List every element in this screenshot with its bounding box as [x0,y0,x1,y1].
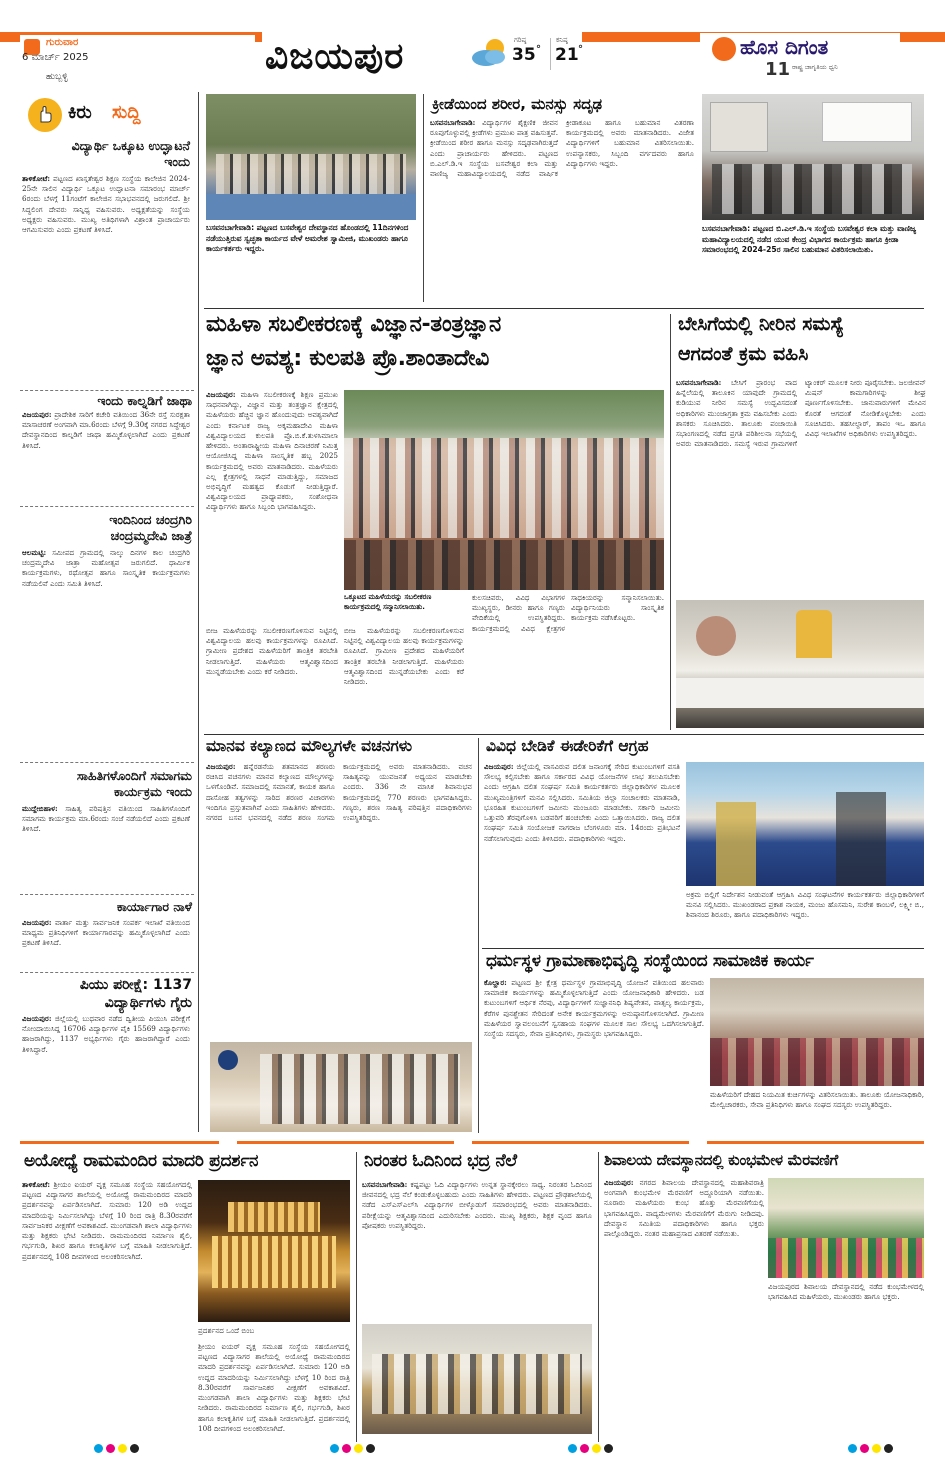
kirusuddi-label-a: ಕಿರು [68,102,92,123]
brief-title-4: ಸಾಹಿತಿಗಳೊಂದಿಗೆ ಸಮಾಗಮ ಕಾರ್ಯಕ್ರಮ ಇಂದು [76,768,192,799]
divider [20,972,194,973]
caption-women: ಒಕ್ಕೂಟದ ಮಹಿಳೆಯರನ್ನು ಸಬಲೀಕರಣ ಕಾರ್ಯಕ್ರಮದಲ್ಲಿ ಸನ್ಮಾನಿಸಲಾಯಿತು. [344,593,432,611]
caption-college [702,224,924,302]
section-rule [204,308,924,309]
photo-cleanliness [206,94,416,220]
text-vachana: ಹನ್ನೆರಡನೆಯ ಶತಮಾನದ ಶರಣರು ರಚಿಸಿದ ವಚನಗಳು ಮಾನವ ಕಲ್ಯಾಣದ ಮೌಲ್ಯಗಳನ್ನು ಒಳಗೊಂಡಿವೆ. ಸಮಾಜದಲ್ಲಿ ಸಮಾನತೆ, ಕಾಯಕ ಹಾಗೂ ದಾಸೋಹ ತತ್ವಗಳನ್ನು ಸಾರಿದ ಶರಣರ ವಿಚಾರಗಳು ಇಂದಿಗೂ ಪ್ರಸ್ತುತವಾಗಿವೆ ಎಂದು ಸಾಹಿತಿಗಳು ಹೇಳಿದರು. ನಗರದ ಬಸವ ಭವನದಲ್ಲಿ ನಡೆದ ಶರಣ ಸಂಗಮ ಕಾರ್ಯಕ್ರಮದಲ್ಲಿ ಅವರು ಮಾತನಾಡಿದರು. ವಚನ ಸಾಹಿತ್ಯವನ್ನು ಯುವಜನತೆ ಅಧ್ಯಯನ ಮಾಡಬೇಕು ಎಂದರು. 336 ನೇ ಮಾಸಿಕ ಶಿವಾನುಭವ ಕಾರ್ಯಕ್ರಮದಲ್ಲಿ 770 ಶರಣರು ಭಾಗವಹಿಸಿದ್ದರು. ಗಣ್ಯರು, ಶರಣ ಸಾಹಿತ್ಯ ಪರಿಷತ್ತಿನ ಪದಾಧಿಕಾರಿಗಳು ಉಪಸ್ಥಿತರಿದ್ದರು. [206,762,472,823]
brief-body-4 [22,804,190,908]
body-women-col2: ಬೀಜ ಮಹಿಳೆಯರನ್ನು ಸಬಲೀಕರಣಗೊಳಿಸುವ ನಿಟ್ಟಿನಲ್ಲಿ ವಿಶ್ವವಿದ್ಯಾಲಯ ಹಲವು ಕಾರ್ಯಕ್ರಮಗಳನ್ನು ರೂಪಿಸಿದೆ. ಗ್ರಾಮೀಣ ಪ್ರದೇಶದ ಮಹಿಳೆಯರಿಗೆ ತಾಂತ್ರಿಕ ತರಬೇತಿ ನೀಡಲಾಗುತ್ತಿದೆ. ಮಹಿಳೆಯರು ಆತ್ಮವಿಶ್ವಾಸದಿಂದ ಮುನ್ನಡೆಯಬೇಕು ಎಂದು ಕರೆ ನೀಡಿದರು. [206,626,338,676]
brand-emblem-icon [712,37,736,61]
brief-text-2: ಪ್ರಾದೇಶಿಕ ಸಾರಿಗೆ ಕಚೇರಿ ವತಿಯಿಂದ 36ನೇ ರಸ್ತೆ ಸುರಕ್ಷತಾ ಮಾಸಾಚರಣೆ ಅಂಗವಾಗಿ ಮಾ.6ರಂದು ಬೆಳಗ್ಗೆ 9.30ಕ್ಕೆ ನಗರದ ಸಿದ್ಧೇಶ್ವರ ದೇವಸ್ಥಾನದಿಂದ ಕಾಲ್ನಡಿಗೆ ಜಾಥಾ ಹಮ್ಮಿಕೊಳ್ಳಲಾಗಿದೆ ಎಂದು ಪ್ರಕಟಣೆ ತಿಳಿಸಿದೆ. [22,410,190,450]
weather-min-deg: ° [578,44,583,55]
text-women: ಮಹಿಳಾ ಸಬಲೀಕರಣಕ್ಕೆ ಶಿಕ್ಷಣ ಪ್ರಮುಖ ಸಾಧನವಾಗಿದ್ದು, ವಿಜ್ಞಾನ ಮತ್ತು ತಂತ್ರಜ್ಞಾನ ಕ್ಷೇತ್ರದಲ್ಲಿ ಮಹಿಳೆಯರು ಹೆಚ್ಚಿನ ಜ್ಞಾನ ಹೊಂದುವುದು ಅವಶ್ಯವಾಗಿದೆ ಎಂದು ಕರ್ನಾಟಕ ರಾಜ್ಯ ಅಕ್ಕಮಹಾದೇವಿ ಮಹಿಳಾ ವಿಶ್ವವಿದ್ಯಾಲಯದ ಕುಲಪತಿ ಪ್ರೊ.ಬಿ.ಕೆ.ತುಳಸಿಮಾಲಾ ಹೇಳಿದರು. ಅಂತಾರಾಷ್ಟ್ರೀಯ ಮಹಿಳಾ ದಿನಾಚರಣೆ ನಿಮಿತ್ತ ಆಯೋಜಿಸಿದ್ದ ಮಹಿಳಾ ಸಾಂಸ್ಕೃತಿಕ ಹಬ್ಬ 2025 ಕಾರ್ಯಕ್ರಮದಲ್ಲಿ ಅವರು ಮಾತನಾಡಿದರು. ಮಹಿಳೆಯರು ಎಲ್ಲ ಕ್ಷೇತ್ರಗಳಲ್ಲಿ ಸಾಧನೆ ಮಾಡುತ್ತಿದ್ದು, ಸಮಾಜದ ಅಭಿವೃದ್ಧಿಗೆ ಮಹತ್ವದ ಕೊಡುಗೆ ನೀಡುತ್ತಿದ್ದಾರೆ. ವಿಶ್ವವಿದ್ಯಾಲಯದ ಪ್ರಾಧ್ಯಾಪಕರು, ಸಂಶೋಧನಾ ವಿದ್ಯಾರ್ಥಿಗಳು ಹಾಗೂ ಸಿಬ್ಬಂದಿ ಭಾಗವಹಿಸಿದ್ದರು. [206,390,338,512]
body-demands [484,762,680,944]
photo-ayodhya-temple [198,1180,350,1322]
photo-reading [362,1324,592,1434]
body-water [676,378,926,594]
weather-max: 35 [512,45,536,65]
weather-max-deg: ° [536,44,541,55]
masthead-city: ಹುಬ್ಬಳ್ಳಿ [46,72,68,82]
body-kumbha [604,1178,764,1440]
weather-min-label: ಕನಿಷ್ಠ [556,36,568,44]
masthead [0,0,945,92]
place-women: ವಿಜಯಪುರ: [206,390,236,399]
place-reading: ಬಸವನಬಾಗೇವಾಡಿ: [362,1180,408,1189]
brief-text-5: ವಾರ್ತಾ ಮತ್ತು ಸಾರ್ವಜನಿಕ ಸಂಪರ್ಕ ಇಲಾಖೆ ವತಿಯಿಂದ ಮಾಧ್ಯಮ ಪ್ರತಿನಿಧಿಗಳಿಗೆ ಕಾರ್ಯಾಗಾರವನ್ನು ಹಮ್ಮಿಕೊಳ್ಳಲಾಗಿದೆ ಎಂದು ಪ್ರಕಟಣೆ ತಿಳಿಸಿದೆ. [22,918,190,948]
hand-icon [28,98,62,132]
divider [20,506,194,507]
headline-kumbha: ಶಿವಾಲಯ ದೇವಸ್ಥಾನದಲ್ಲಿ ಕುಂಭಮೇಳ ಮೆರವಣಿಗೆ [604,1151,838,1169]
masthead-day: ಗುರುವಾರ [46,37,79,48]
brief-title-3: ಇಂದಿನಿಂದ ಚಂದ್ರಗಿರಿ ಚಂದ್ರಮ್ಮದೇವಿ ಜಾತ್ರೆ [109,512,192,543]
brief-text-1: ಪಟ್ಟಣದ ಖಾಸ್ಗತೇಶ್ವರ ಶಿಕ್ಷಣ ಸಂಸ್ಥೆಯ ಕಾಲೇಜಿನ 2024-25ನೇ ಸಾಲಿನ ವಿದ್ಯಾರ್ಥಿ ಒಕ್ಕೂಟ ಉದ್ಘಾಟನಾ ಸಮಾರಂಭ ಮಾರ್ಚ್ 6ರಂದು ಬೆಳಗ್ಗೆ 11ಗಂಟೆಗೆ ಕಾಲೇಜಿನ ಸಭಾಭವನದಲ್ಲಿ ಜರುಗಲಿದೆ. ಶ್ರೀ ಸಿದ್ಧಲಿಂಗ ದೇವರು ಸಾನ್ನಿಧ್ಯ ವಹಿಸುವರು. ಅಧ್ಯಕ್ಷತೆಯನ್ನು ಸಂಸ್ಥೆಯ ಅಧ್ಯಕ್ಷರು ವಹಿಸುವರು. ಮುಖ್ಯ ಅತಿಥಿಗಳಾಗಿ ವಿಶ್ರಾಂತ ಪ್ರಾಚಾರ್ಯರು ಆಗಮಿಸುವರು ಎಂದು ಪ್ರಕಟಣೆ ತಿಳಿಸಿದೆ. [22,174,190,235]
column-rule [356,1152,357,1442]
headline-water-2: ಆಗದಂತೆ ಕ್ರಮ ವಹಿಸಿ [678,343,809,365]
column-rule [670,314,671,730]
place-kumbha: ವಿಜಯಪುರ: [604,1178,634,1187]
photo-dharmasthala [710,978,924,1086]
brief-place-5: ವಿಜಯಪುರ: [22,918,52,927]
place-dharmasthala: ಕೊಲ್ಹಾರ: [484,978,507,987]
body-reading [362,1180,592,1320]
divider [20,390,194,391]
section-rule [482,948,924,949]
headline-ayodhya: ಅಯೋಧ್ಯೆ ರಾಮಮಂದಿರ ಮಾದರಿ ಪ್ರದರ್ಶನ [24,1151,259,1171]
caption-dharmasthala: ಮಹಿಳೆಯರಿಗೆ ದೇಹದ ನಿಯಮಿತ ಕುರ್ಚಿಗಳನ್ನು ವಿತರಿಸಲಾಯಿತು. ತಾಲೂಕು ಯೋಜನಾಧಿಕಾರಿ, ಮೇಲ್ವಿಚಾರಕರು, ಸೇವಾ ಪ್ರತಿನಿಧಿಗಳು ಹಾಗೂ ಸಂಘದ ಸದಸ್ಯರು ಉಪಸ್ಥಿತರಿದ್ದರು. [710,1090,924,1110]
divider [20,894,194,895]
body-sports [430,118,694,298]
brief-place-6: ವಿಜಯಪುರ: [22,1014,52,1023]
brief-title-6: ಪಿಯು ಪರೀಕ್ಷೆ: 1137 ವಿದ್ಯಾರ್ಥಿಗಳು ಗೈರು [79,977,192,1012]
brief-title-2: ಇಂದು ಕಾಲ್ನಡಿಗೆ ಜಾಥಾ [97,393,192,408]
brief-title-1: ವಿದ್ಯಾರ್ಥಿ ಒಕ್ಕೂಟ ಉದ್ಘಾಟನೆ ಇಂದು [71,138,190,169]
caption-ayodhya: ಪ್ರದರ್ಶನದ ಒಂದೆ ಬಿಂಬ [198,1326,255,1335]
photo-demands [686,762,924,886]
text-reading: ಕಷ್ಟಪಟ್ಟು ಓದಿ ವಿದ್ಯಾರ್ಥಿಗಳು ಉನ್ನತ ಸ್ಥಾನಕ್ಕೇರಲು ಸಾಧ್ಯ. ನಿರಂತರ ಓದಿನಿಂದ ಜೀವನದಲ್ಲಿ ಭದ್ರ ನೆಲೆ ಕಂಡುಕೊಳ್ಳಬಹುದು ಎಂದು ಸಾಹಿತಿಗಳು ಹೇಳಿದರು. ಪಟ್ಟಣದ ಪ್ರೌಢಶಾಲೆಯಲ್ಲಿ ನಡೆದ ಎಸ್ಎಸ್ಎಲ್‌ಸಿ ವಿದ್ಯಾರ್ಥಿಗಳ ಬೀಳ್ಕೊಡುಗೆ ಸಮಾರಂಭದಲ್ಲಿ ಅವರು ಮಾತನಾಡಿದರು. ಪರೀಕ್ಷೆಯನ್ನು ಆತ್ಮವಿಶ್ವಾಸದಿಂದ ಎದುರಿಸಬೇಕು ಎಂದರು. ಮುಖ್ಯ ಶಿಕ್ಷಕರು, ಶಿಕ್ಷಕ ವೃಂದ ಹಾಗೂ ಪೋಷಕರು ಉಪಸ್ಥಿತರಿದ್ದರು. [362,1180,592,1230]
masthead-date: 6 ಮಾರ್ಚ್ 2025 [22,52,89,63]
brief-body-2 [22,410,190,500]
kirusuddi-header [28,98,178,132]
place-demands: ವಿಜಯಪುರ: [484,762,514,771]
brief-body-1 [22,174,190,384]
body-women-col3: ಬೀಜ ಮಹಿಳೆಯರನ್ನು ಸಬಲೀಕರಣಗೊಳಿಸುವ ನಿಟ್ಟಿನಲ್ಲಿ ವಿಶ್ವವಿದ್ಯಾಲಯ ಹಲವು ಕಾರ್ಯಕ್ರಮಗಳನ್ನು ರೂಪಿಸಿದೆ. ಗ್ರಾಮೀಣ ಪ್ರದೇಶದ ಮಹಿಳೆಯರಿಗೆ ತಾಂತ್ರಿಕ ತರಬೇತಿ ನೀಡಲಾಗುತ್ತಿದೆ. ಮಹಿಳೆಯರು ಆತ್ಮವಿಶ್ವಾಸದಿಂದ ಮುನ್ನಡೆಯಬೇಕು ಎಂದು ಕರೆ ನೀಡಿದರು. [344,626,464,687]
text-sports: ವಿದ್ಯಾರ್ಥಿಗಳ ಶೈಕ್ಷಣಿಕ ಜೀವನ ರೂಪುಗೊಳ್ಳುವಲ್ಲಿ ಕ್ರೀಡೆಗಳು ಪ್ರಮುಖ ಪಾತ್ರ ವಹಿಸುತ್ತವೆ. ಕ್ರೀಡೆಯಿಂದ ಶರೀರ ಹಾಗೂ ಮನಸ್ಸು ಸದೃಢವಾಗಿರುತ್ತದೆ ಎಂದು ಪ್ರಾಚಾರ್ಯರು ಹೇಳಿದರು. ಪಟ್ಟಣದ ಬಿ.ಎಲ್.ಡಿ.ಇ ಸಂಸ್ಥೆಯ ಬಸವೇಶ್ವರ ಕಲಾ ಮತ್ತು ವಾಣಿಜ್ಯ ಮಹಾವಿದ್ಯಾಲಯದಲ್ಲಿ ನಡೆದ ವಾರ್ಷಿಕ ಕ್ರೀಡಾಕೂಟ ಹಾಗೂ ಬಹುಮಾನ ವಿತರಣಾ ಕಾರ್ಯಕ್ರಮದಲ್ಲಿ ಅವರು ಮಾತನಾಡಿದರು. ವಿಜೇತ ವಿದ್ಯಾರ್ಥಿಗಳಿಗೆ ಬಹುಮಾನ ವಿತರಿಸಲಾಯಿತು. ಉಪನ್ಯಾಸಕರು, ಸಿಬ್ಬಂದಿ ವರ್ಗದವರು ಹಾಗೂ ವಿದ್ಯಾರ್ಥಿಗಳು ಇದ್ದರು. [430,118,694,179]
divider [20,762,194,763]
body-dharmasthala [484,978,704,1130]
kirusuddi-column [20,92,194,1052]
weather-divider [550,38,551,70]
text-water: ಬೇಸಿಗೆ ಪ್ರಾರಂಭ ವಾದ ಹಿನ್ನೆಲೆಯಲ್ಲಿ ತಾಲೂಕಿನ ಯಾವುದೇ ಗ್ರಾಮದಲ್ಲಿ ಕುಡಿಯುವ ನೀರಿನ ಸಮಸ್ಯೆ ಉದ್ಭವಿಸದಂತೆ ಅಧಿಕಾರಿಗಳು ಮುಂಜಾಗ್ರತಾ ಕ್ರಮ ವಹಿಸಬೇಕು ಎಂದು ಶಾಸಕರು ಸೂಚಿಸಿದರು. ತಾಲೂಕು ಪಂಚಾಯಿತಿ ಸಭಾಂಗಣದಲ್ಲಿ ನಡೆದ ಪ್ರಗತಿ ಪರಿಶೀಲನಾ ಸಭೆಯಲ್ಲಿ ಅವರು ಮಾತನಾಡಿದರು. ಸಮಸ್ಯೆ ಇರುವ ಗ್ರಾಮಗಳಿಗೆ ಟ್ಯಾಂಕರ್ ಮೂಲಕ ನೀರು ಪೂರೈಸಬೇಕು. ಜಲಜೀವನ್ ಮಿಷನ್ ಕಾಮಗಾರಿಗಳನ್ನು ಶೀಘ್ರ ಪೂರ್ಣಗೊಳಿಸಬೇಕು. ಜಾನುವಾರುಗಳಿಗೆ ಮೇವಿನ ಕೊರತೆ ಆಗದಂತೆ ನೋಡಿಕೊಳ್ಳಬೇಕು ಎಂದು ಸೂಚಿಸಿದರು. ತಹಸೀಲ್ದಾರ್, ತಾಪಂ ಇಒ ಹಾಗೂ ವಿವಿಧ ಇಲಾಖೆಗಳ ಅಧಿಕಾರಿಗಳು ಉಪಸ್ಥಿತರಿದ್ದರು. [676,378,926,449]
body-ayodhya-cont: ಶ್ರೀಯಂ ಐಯರ್ ವೃಕ್ಷ ಸಮೂಹ ಸಂಸ್ಥೆಯ ಸಹಯೋಗದಲ್ಲಿ ಪಟ್ಟಣದ ವಿದ್ಯಾಸಾಗರ ಶಾಲೆಯಲ್ಲಿ ಅಯೋಧ್ಯೆ ರಾಮಮಂದಿರದ ಮಾದರಿ ಪ್ರದರ್ಶನವನ್ನು ಏರ್ಪಡಿಸಲಾಗಿದೆ. ಸುಮಾರು 120 ಅಡಿ ಉದ್ದದ ಮಾದರಿಯನ್ನು ನಿರ್ಮಿಸಲಾಗಿದ್ದು ಬೆಳಗ್ಗೆ 10 ರಿಂದ ರಾತ್ರಿ 8.30ರವರೆಗೆ ಸಾರ್ವಜನಿಕರ ವೀಕ್ಷಣೆಗೆ ಅವಕಾಶವಿದೆ. ಮುಂಗಡವಾಗಿ ಶಾಲಾ ವಿದ್ಯಾರ್ಥಿಗಳು ಮತ್ತು ಶಿಕ್ಷಕರು ಭೇಟಿ ನೀಡಿದರು. ರಾಮಮಂದಿರದ ನಿರ್ಮಾಣ ಶೈಲಿ, ಗರ್ಭಗುಡಿ, ಶಿಖರ ಹಾಗೂ ಕಲಾಕೃತಿಗಳ ಬಗ್ಗೆ ಮಾಹಿತಿ ನೀಡಲಾಗುತ್ತಿದೆ. ಪ್ರದರ್ಶನದಲ್ಲಿ 108 ದೀಪಗಳಿಂದ ಅಲಂಕರಿಸಲಾಗಿದೆ. [198,1342,350,1433]
body-vachana [206,762,472,1042]
text-demands: ಜಿಲ್ಲೆಯಲ್ಲಿ ವಾಸವಿರುವ ದಲಿತ ಜನಾಂಗಕ್ಕೆ ಸೇರಿದ ಕುಟುಂಬಗಳಿಗೆ ವಸತಿ ಸೌಲಭ್ಯ ಕಲ್ಪಿಸಬೇಕು ಹಾಗೂ ಸರ್ಕಾರದ ವಿವಿಧ ಯೋಜನೆಗಳ ಲಾಭ ತಲುಪಿಸಬೇಕು ಎಂದು ಆಗ್ರಹಿಸಿ ದಲಿತ ಸಂಘರ್ಷ ಸಮಿತಿ ಕಾರ್ಯಕರ್ತರು ಜಿಲ್ಲಾಧಿಕಾರಿಗಳ ಮೂಲಕ ಮುಖ್ಯಮಂತ್ರಿಗಳಿಗೆ ಮನವಿ ಸಲ್ಲಿಸಿದರು. ಸಮಿತಿಯ ಜಿಲ್ಲಾ ಸಂಚಾಲಕರು ಮಾತನಾಡಿ, ಭೂರಹಿತ ಕುಟುಂಬಗಳಿಗೆ ಜಮೀನು ಮಂಜೂರು ಮಾಡಬೇಕು. ಸರ್ಕಾರಿ ಜಮೀನು ಒತ್ತುವರಿ ತೆರವುಗೊಳಿಸಿ ಬಡವರಿಗೆ ಹಂಚಬೇಕು ಎಂದು ಒತ್ತಾಯಿಸಿದರು. ರಾಜ್ಯ ದಲಿತ ಸಂಘರ್ಷ ಸಮಿತಿ ಸಂಯೋಜಕ ನಾಗರಾಜ ಬೆಂಗಳೂರು ಮಾ. 14ರಂದು ಪ್ರತಿಭಟನೆ ನಡೆಸಲಾಗುವುದು ಎಂದು ತಿಳಿಸಿದರು. ಪದಾಧಿಕಾರಿಗಳು ಇದ್ದರು. [484,762,680,843]
brief-place-2: ವಿಜಯಪುರ: [22,410,52,419]
column-rule [598,1152,599,1442]
body-women-col4: ಕುಲಸಚಿವರು, ವಿವಿಧ ವಿಭಾಗಗಳ ಮುಖ್ಯಸ್ಥರು, ಡೀನರು ಹಾಗೂ ಗಣ್ಯರು ವೇದಿಕೆಯಲ್ಲಿ ಉಪಸ್ಥಿತರಿದ್ದರು. ಕಾರ್ಯಕ್ರಮದಲ್ಲಿ ವಿವಿಧ ಕ್ಷೇತ್ರಗಳ ಸಾಧಕಿಯರನ್ನು ಸನ್ಮಾನಿಸಲಾಯಿತು. ವಿದ್ಯಾರ್ಥಿನಿಯರು ಸಾಂಸ್ಕೃತಿಕ ಕಾರ್ಯಕ್ರಮ ನಡೆಸಿಕೊಟ್ಟರು. [472,593,664,633]
registration-marks [0,1440,945,1460]
body-ayodhya [22,1180,192,1442]
brand-name: ಹೊಸ ದಿಗಂತ [740,35,829,59]
headline-women-1: ಮಹಿಳಾ ಸಬಲೀಕರಣಕ್ಕೆ ವಿಜ್ಞಾನ-ತಂತ್ರಜ್ಞಾನ [206,312,501,337]
brief-text-6: ಜಿಲ್ಲೆಯಲ್ಲಿ ಬುಧವಾರ ನಡೆದ ದ್ವಿತೀಯ ಪಿಯುಸಿ ಪರೀಕ್ಷೆಗೆ ನೋಂದಾಯಿಸಿದ್ದ 16706 ವಿದ್ಯಾರ್ಥಿಗಳ ಪೈಕಿ 15569 ವಿದ್ಯಾರ್ಥಿಗಳು ಹಾಜರಾಗಿದ್ದು, 1137 ಅಭ್ಯರ್ಥಿಗಳು ಗೈರು ಹಾಜರಾಗಿದ್ದಾರೆ ಎಂದು ತಿಳಿಸಿದ್ದಾರೆ. [22,1014,190,1054]
caption-text: ಪಟ್ಟಣದ ಬಸವೇಶ್ವರ ದೇವಸ್ಥಾನದ ಹೊಂಡದಲ್ಲಿ 11ದಿನಗಳಿಂದ ನಡೆಯುತ್ತಿರುವ ಸ್ವಚ್ಛತಾ ಕಾರ್ಯದ ವೇಳೆ ಅಮರೇಶ ಸ್ವಾಮೀಜಿ, ಮುಖಂಡರು ಹಾಗೂ ಕಾರ್ಯಕರ್ತರು ಇದ್ದರು. [206,223,409,254]
caption-place: ಬಸವನಬಾಗೇವಾಡಿ: [206,223,255,232]
photo-water-meeting [676,600,924,728]
page-number: 11 [765,59,791,80]
headline-demands: ವಿವಿಧ ಬೇಡಿಕೆ ಈಡೇರಿಕೆಗೆ ಆಗ್ರಹ [486,737,649,755]
text-dharmasthala: ಪಟ್ಟಣದ ಶ್ರೀ ಕ್ಷೇತ್ರ ಧರ್ಮಸ್ಥಳ ಗ್ರಾಮಾಭಿವೃದ್ಧಿ ಯೋಜನೆ ವತಿಯಿಂದ ಹಲವಾರು ಸಾಮಾಜಿಕ ಕಾರ್ಯಗಳನ್ನು ಹಮ್ಮಿಕೊಳ್ಳಲಾಗುತ್ತಿದೆ ಎಂದು ಯೋಜನಾಧಿಕಾರಿ ಹೇಳಿದರು. ಬಡ ಕುಟುಂಬಗಳಿಗೆ ಆರ್ಥಿಕ ನೆರವು, ವಿದ್ಯಾರ್ಥಿಗಳಿಗೆ ಸುಜ್ಞಾನನಿಧಿ ಶಿಷ್ಯವೇತನ, ವಾತ್ಸಲ್ಯ ಕಾರ್ಯಕ್ರಮ, ಕೆರೆಗಳ ಪುನಶ್ಚೇತನ ಸೇರಿದಂತೆ ಅನೇಕ ಕಾರ್ಯಕ್ರಮಗಳನ್ನು ಅನುಷ್ಠಾನಗೊಳಿಸಲಾಗಿದೆ. ಗ್ರಾಮೀಣ ಮಹಿಳೆಯರ ಸ್ವಾವಲಂಬನೆಗೆ ಸ್ವಸಹಾಯ ಸಂಘಗಳ ಮೂಲಕ ಸಾಲ ಸೌಲಭ್ಯ ಒದಗಿಸಲಾಗುತ್ತಿದೆ. ಸಂಸ್ಥೆಯ ಸದಸ್ಯರು, ಸೇವಾ ಪ್ರತಿನಿಧಿಗಳು, ಗ್ರಾಮಸ್ಥರು ಭಾಗವಹಿಸಿದ್ದರು. [484,978,704,1039]
text-kumbha: ನಗರದ ಶಿವಾಲಯ ದೇವಸ್ಥಾನದಲ್ಲಿ ಮಹಾಶಿವರಾತ್ರಿ ಅಂಗವಾಗಿ ಕುಂಭಮೇಳ ಮೆರವಣಿಗೆ ಅದ್ದೂರಿಯಾಗಿ ನಡೆಯಿತು. ನೂರಾರು ಮಹಿಳೆಯರು ಕುಂಭ ಹೊತ್ತು ಮೆರವಣಿಗೆಯಲ್ಲಿ ಭಾಗವಹಿಸಿದ್ದರು. ವಾದ್ಯಮೇಳಗಳು ಮೆರವಣಿಗೆಗೆ ಮೆರುಗು ನೀಡಿದವು. ದೇವಸ್ಥಾನ ಸಮಿತಿಯ ಪದಾಧಿಕಾರಿಗಳು ಹಾಗೂ ಭಕ್ತರು ಪಾಲ್ಗೊಂಡಿದ್ದರು. ನಂತರ ಮಹಾಪ್ರಸಾದ ವಿತರಣೆ ನಡೆಯಿತು. [604,1178,764,1239]
headline-reading: ನಿರಂತರ ಓದಿನಿಂದ ಭದ್ರ ನೆಲೆ [364,1151,517,1171]
weather-icon [468,36,512,70]
edition-name: ವಿಜಯಪುರ [265,36,405,77]
column-rule [478,738,479,1133]
photo-women [344,390,664,590]
caption-place: ಬಸವನಬಾಗೇವಾಡಿ: [702,224,751,233]
brief-body-6 [22,1014,190,1130]
brief-place-3: ಆಲಮಟ್ಟಿ: [22,548,47,557]
weather-min: 21 [555,45,579,65]
brief-place-1: ತಾಳಿಕೋಟೆ: [22,174,51,183]
brand-tagline: ರಾಷ್ಟ್ರ ಜಾಗೃತಿಯ ಧ್ವನಿ [792,63,838,71]
photo-college [702,94,924,220]
weather-max-label: ಗರಿಷ್ಠ [514,36,527,44]
place-vachana: ವಿಜಯಪುರ: [206,762,236,771]
text-ayodhya: ಶ್ರೀಯಂ ಐಯರ್ ವೃಕ್ಷ ಸಮೂಹ ಸಂಸ್ಥೆಯ ಸಹಯೋಗದಲ್ಲಿ ಪಟ್ಟಣದ ವಿದ್ಯಾಸಾಗರ ಶಾಲೆಯಲ್ಲಿ ಅಯೋಧ್ಯೆ ರಾಮಮಂದಿರದ ಮಾದರಿ ಪ್ರದರ್ಶನವನ್ನು ಏರ್ಪಡಿಸಲಾಗಿದೆ. ಸುಮಾರು 120 ಅಡಿ ಉದ್ದದ ಮಾದರಿಯನ್ನು ನಿರ್ಮಿಸಲಾಗಿದ್ದು ಬೆಳಗ್ಗೆ 10 ರಿಂದ ರಾತ್ರಿ 8.30ರವರೆಗೆ ಸಾರ್ವಜನಿಕರ ವೀಕ್ಷಣೆಗೆ ಅವಕಾಶವಿದೆ. ಮುಂಗಡವಾಗಿ ಶಾಲಾ ವಿದ್ಯಾರ್ಥಿಗಳು ಮತ್ತು ಶಿಕ್ಷಕರು ಭೇಟಿ ನೀಡಿದರು. ರಾಮಮಂದಿರದ ನಿರ್ಮಾಣ ಶೈಲಿ, ಗರ್ಭಗುಡಿ, ಶಿಖರ ಹಾಗೂ ಕಲಾಕೃತಿಗಳ ಬಗ್ಗೆ ಮಾಹಿತಿ ನೀಡಲಾಗುತ್ತಿದೆ. ಪ್ರದರ್ಶನದಲ್ಲಿ 108 ದೀಪಗಳಿಂದ ಅಲಂಕರಿಸಲಾಗಿದೆ. [22,1180,192,1261]
column-rule [423,94,424,302]
place-water: ಬಸವನಬಾಗೇವಾಡಿ: [676,378,722,387]
headline-water-1: ಬೇಸಿಗೆಯಲ್ಲಿ ನೀರಿನ ಸಮಸ್ಯೆ [678,313,844,335]
column-rule [198,92,199,1132]
photo-kumbha [768,1178,924,1278]
caption-demands: ಅಕ್ರಮ ಬಿಲ್ಲಿಗೆ ನಿರ್ದೇಶನ ನೀಡುವಂತೆ ಆಗ್ರಹಿಸಿ ವಿವಿಧ ಸಂಘಟನೆಗಳ ಕಾರ್ಯಕರ್ತರು ಜಿಲ್ಲಾಧಿಕಾರಿಗಳಿಗೆ ಮನವಿ ಸಲ್ಲಿಸಿದರು. ಮುಖಂಡರಾದ ಪ್ರಕಾಶ ನಾಯಕ, ಮಂಜು ಹೊಸಮನಿ, ಸುರೇಶ ಕಾಂಬಳೆ, ಲಕ್ಷ್ಮೀ ಬಿ., ಶಿವಾನಂದ ಶಿರೂರು, ಹಾಗೂ ಪದಾಧಿಕಾರಿಗಳು ಇದ್ದರು. [686,890,924,920]
caption-text: ಪಟ್ಟಣದ ಬಿ.ಎಲ್.ಡಿ.ಇ ಸಂಸ್ಥೆಯ ಬಸವೇಶ್ವರ ಕಲಾ ಮತ್ತು ವಾಣಿಜ್ಯ ಮಹಾವಿದ್ಯಾಲಯದಲ್ಲಿ ನಡೆದ ಯುವ ಕೇಂದ್ರ ವಿಭಾಗದ ಕಾರ್ಯಕ್ರಮ ಹಾಗೂ ಕ್ರೀಡಾ ಸಮಾರಂಭದಲ್ಲಿ 2024-25ರ ಸಾಲಿನ ಬಹುಮಾನ ವಿತರಿಸಲಾಯಿತು. [702,224,917,255]
body-women-col1 [206,390,338,626]
headline-vachana: ಮಾನವ ಕಲ್ಯಾಣದ ಮೌಲ್ಯಗಳೇ ವಚನಗಳು [206,737,413,755]
caption-kumbha: ವಿಜಯಪುರದ ಶಿವಾಲಯ ದೇವಸ್ಥಾನದಲ್ಲಿ ನಡೆದ ಕುಂಭಮೇಳದಲ್ಲಿ ಭಾಗವಹಿಸಿದ ಮಹಿಳೆಯರು, ಮುಖಂಡರು ಹಾಗೂ ಭಕ್ತರು. [768,1282,924,1302]
brief-body-3 [22,548,190,758]
brief-text-3: ಸಮೀಪದ ಗ್ರಾಮದಲ್ಲಿ ನಾಲ್ಕು ದಿನಗಳ ಕಾಲ ಚಂದ್ರಗಿರಿ ಚಂದ್ರಮ್ಮದೇವಿ ಜಾತ್ರಾ ಮಹೋತ್ಸವ ಜರುಗಲಿದೆ. ಧಾರ್ಮಿಕ ಕಾರ್ಯಕ್ರಮಗಳು, ರಥೋತ್ಸವ ಹಾಗೂ ಸಾಂಸ್ಕೃತಿಕ ಕಾರ್ಯಕ್ರಮಗಳು ನಡೆಯಲಿವೆ ಎಂದು ಸಮಿತಿ ತಿಳಿಸಿದೆ. [22,548,190,588]
place-ayodhya: ತಾಳಿಕೋಟೆ: [22,1180,51,1189]
caption-cleanliness [206,223,416,301]
place-sports: ಬಸವನಬಾಗೇವಾಡಿ: [430,118,476,127]
headline-dharmasthala: ಧರ್ಮಸ್ಥಳ ಗ್ರಾಮಾಣಾಭಿವೃದ್ಧಿ ಸಂಸ್ಥೆಯಿಂದ ಸಾಮಾಜಿಕ ಕಾರ್ಯ [486,951,814,971]
brief-place-4: ಮುದ್ದೇಬಿಹಾಳ: [22,804,58,813]
headline-sports: ಕ್ರೀಡೆಯಿಂದ ಶರೀರ, ಮನಸ್ಸು ಸದೃಢ [432,95,603,113]
photo-vachana [210,1042,472,1132]
section-rule [204,734,924,735]
brief-text-4: ಸಾಹಿತ್ಯ ಪರಿಷತ್ತಿನ ವತಿಯಿಂದ ಸಾಹಿತಿಗಳೊಂದಿಗೆ ಸಮಾಗಮ ಕಾರ್ಯಕ್ರಮ ಮಾ.6ರಂದು ಸಂಜೆ ನಡೆಯಲಿದೆ ಎಂದು ಪ್ರಕಟಣೆ ತಿಳಿಸಿದೆ. [22,804,190,834]
bottom-band-rule [20,1136,924,1150]
brief-title-5: ಕಾರ್ಯಾಗಾರ ನಾಳೆ [116,899,192,914]
kirusuddi-label-b: ಸುದ್ದಿ [112,102,141,123]
headline-women-2: ಜ್ಞಾನ ಅವಶ್ಯ: ಕುಲಪತಿ ಪ್ರೊ.ಶಾಂತಾದೇವಿ [206,346,490,371]
